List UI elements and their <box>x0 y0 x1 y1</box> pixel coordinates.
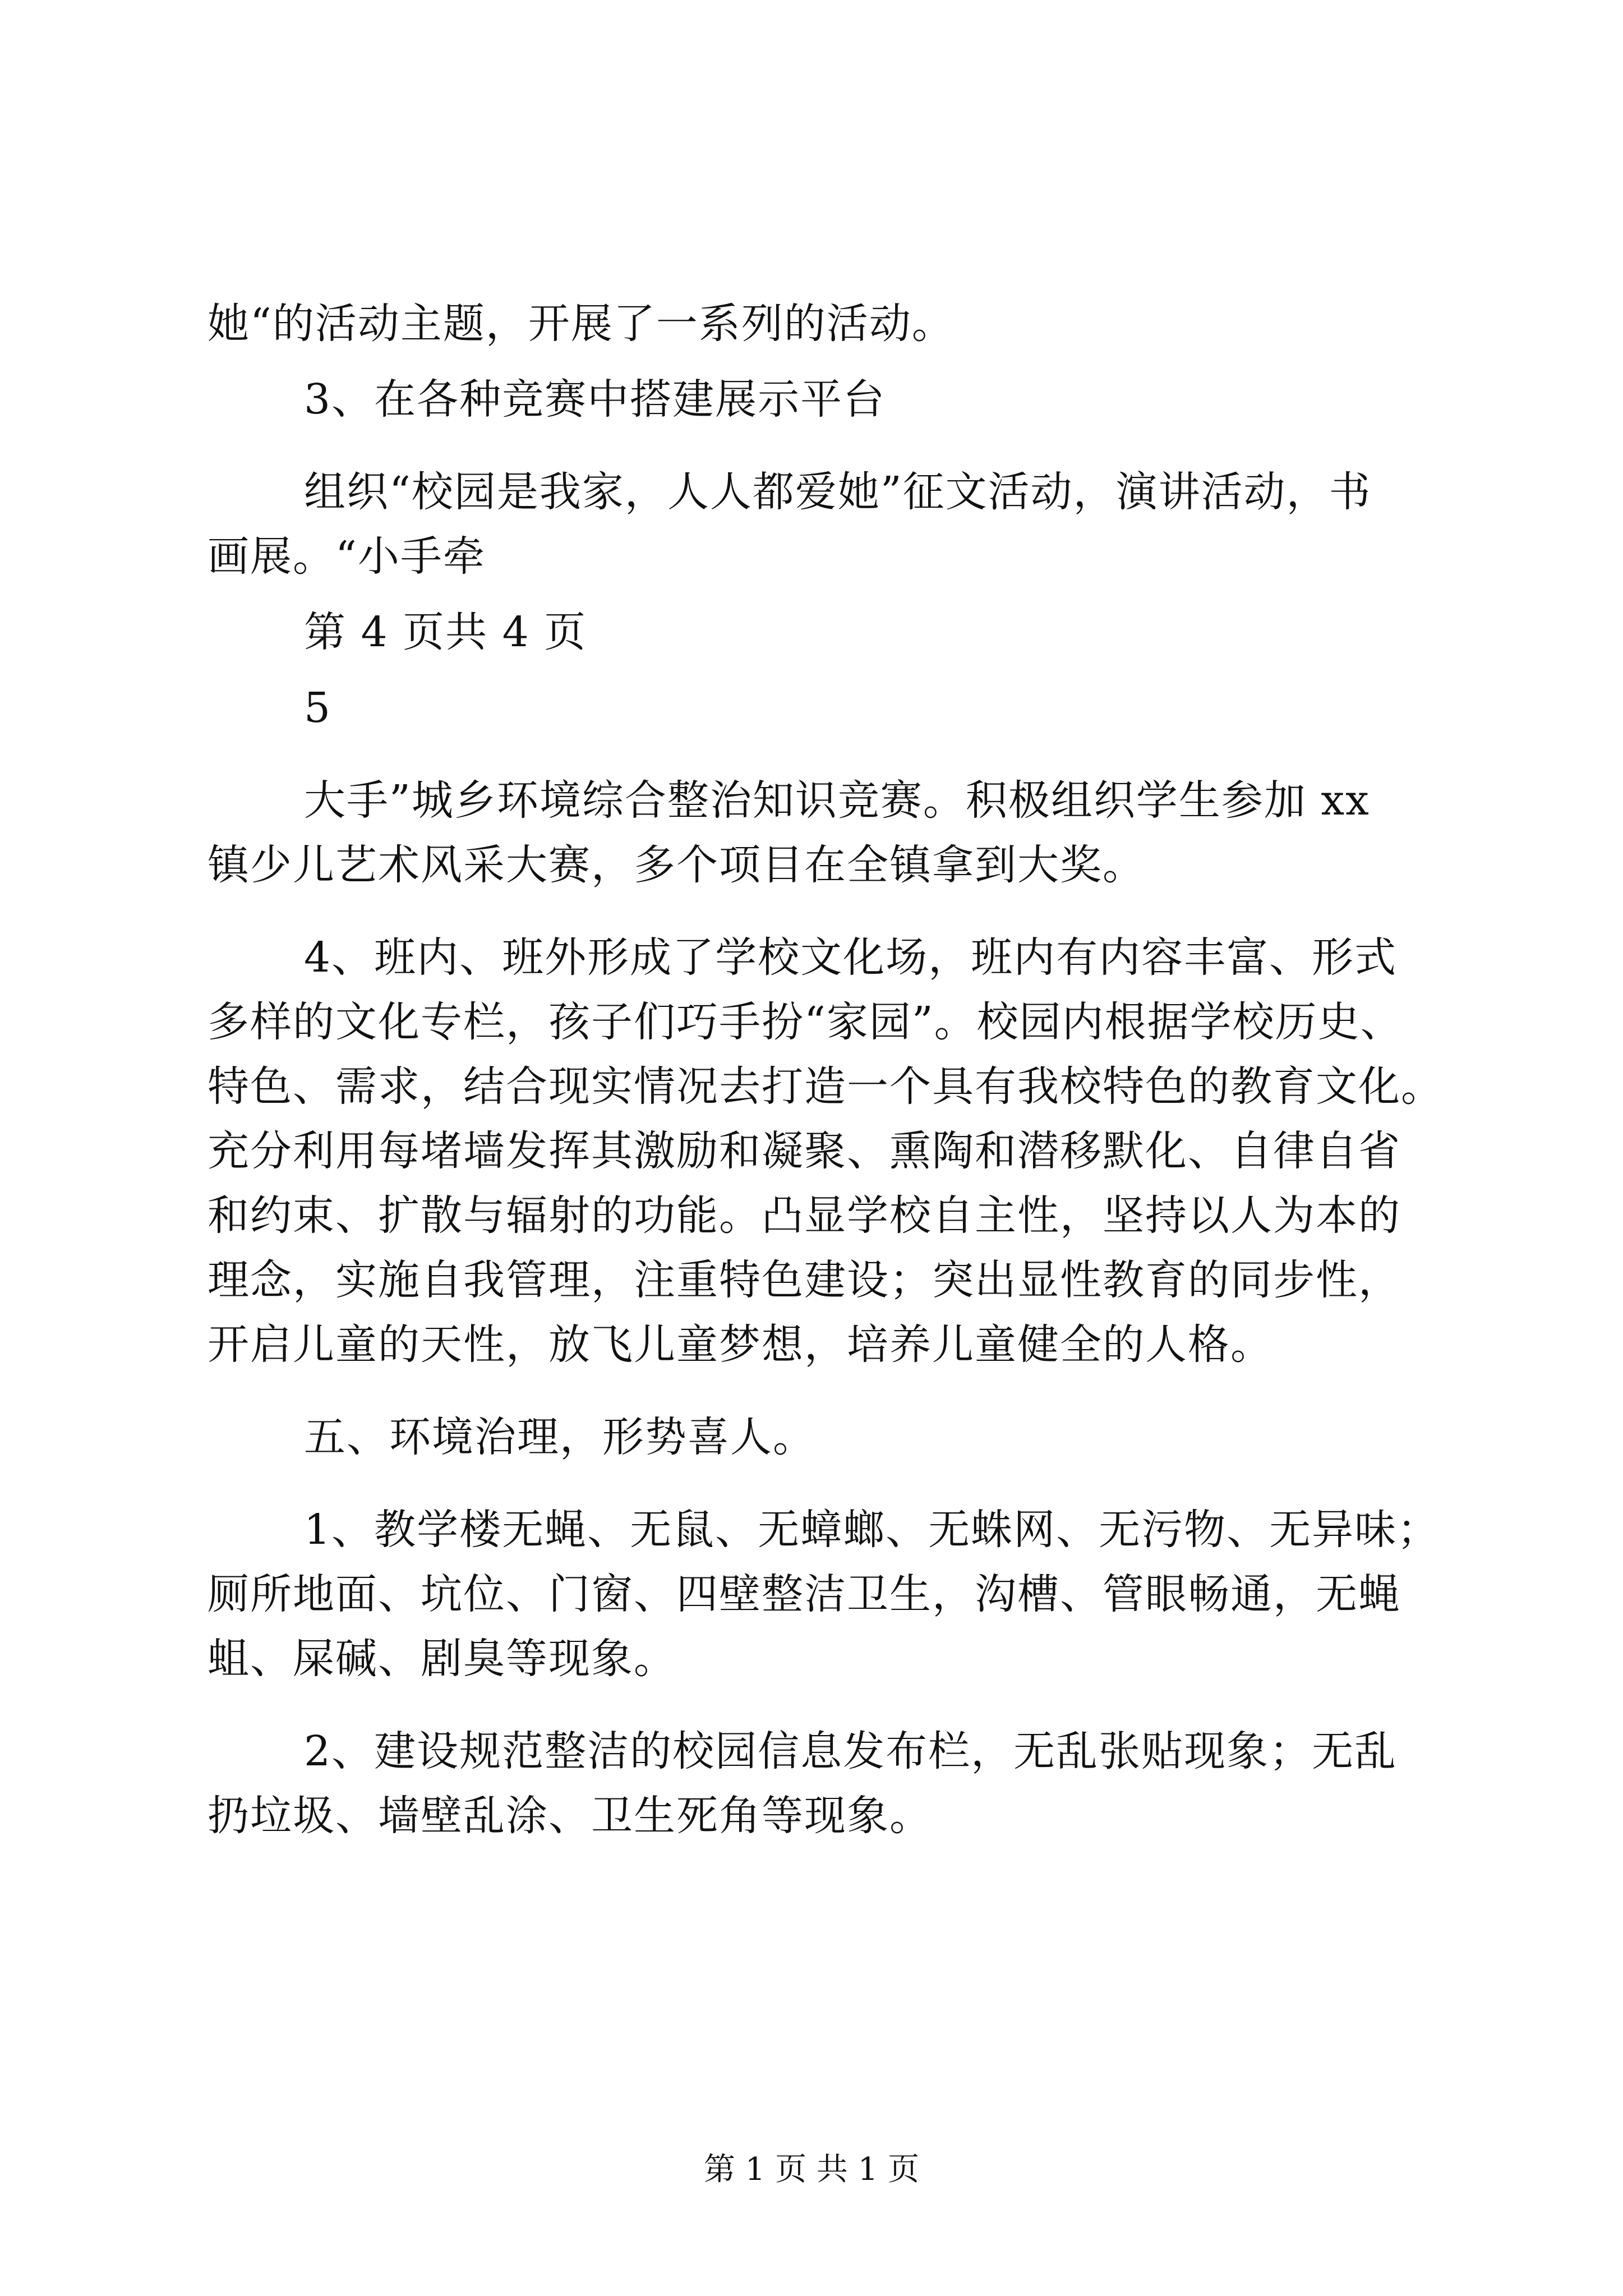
text-line: 和约束、扩散与辐射的功能。凸显学校自主性，坚持以人为本的 <box>208 1191 1401 1240</box>
text-line: 特色、需求，结合现实情况去打造一个具有我校特色的教育文化。 <box>208 1062 1444 1111</box>
text-line: 大手”城乡环境综合整治知识竞赛。积极组织学生参加 xx <box>304 776 1370 825</box>
text-line: 厕所地面、坑位、门窗、四壁整洁卫生，沟槽、管眼畅通，无蝇 <box>208 1570 1401 1618</box>
text-line: 开启儿童的天性，放飞儿童梦想，培养儿童健全的人格。 <box>208 1320 1273 1369</box>
text-line: 充分利用每堵墙发挥其激励和凝聚、熏陶和潜移默化、自律自省 <box>208 1127 1401 1175</box>
text-line: 组织“校园是我家，人人都爱她”征文活动，演讲活动，书 <box>304 468 1372 516</box>
text-line: 画展。“小手牵 <box>208 532 486 581</box>
text-line: 她“的活动主题，开展了一系列的活动。 <box>208 300 955 348</box>
text-line: 5 <box>304 684 332 732</box>
text-line: 五、环境治理，形势喜人。 <box>304 1413 815 1461</box>
text-line: 多样的文化专栏，孩子们巧手扮“家园”。校园内根据学校历史、 <box>208 998 1403 1046</box>
text-line: 1、教学楼无蝇、无鼠、无蟑螂、无蛛网、无污物、无异味； <box>304 1506 1440 1554</box>
text-line: 扔垃圾、墙壁乱涂、卫生死角等现象。 <box>208 1792 932 1840</box>
text-line: 3、在各种竞赛中搭建展示平台 <box>304 375 886 424</box>
text-line: 4、班内、班外形成了学校文化场，班内有内容丰富、形式 <box>304 933 1398 982</box>
text-line: 理念，实施自我管理，注重特色建设；突出显性教育的同步性， <box>208 1256 1401 1304</box>
text-line: 镇少儿艺术风采大赛，多个项目在全镇拿到大奖。 <box>208 841 1145 889</box>
text-line: 2、建设规范整洁的校园信息发布栏，无乱张贴现象；无乱 <box>304 1727 1398 1775</box>
text-line: 第 4 页共 4 页 <box>304 608 587 656</box>
text-line: 蛆、屎碱、剧臭等现象。 <box>208 1635 676 1683</box>
page-footer: 第 1 页 共 1 页 <box>703 2151 920 2188</box>
